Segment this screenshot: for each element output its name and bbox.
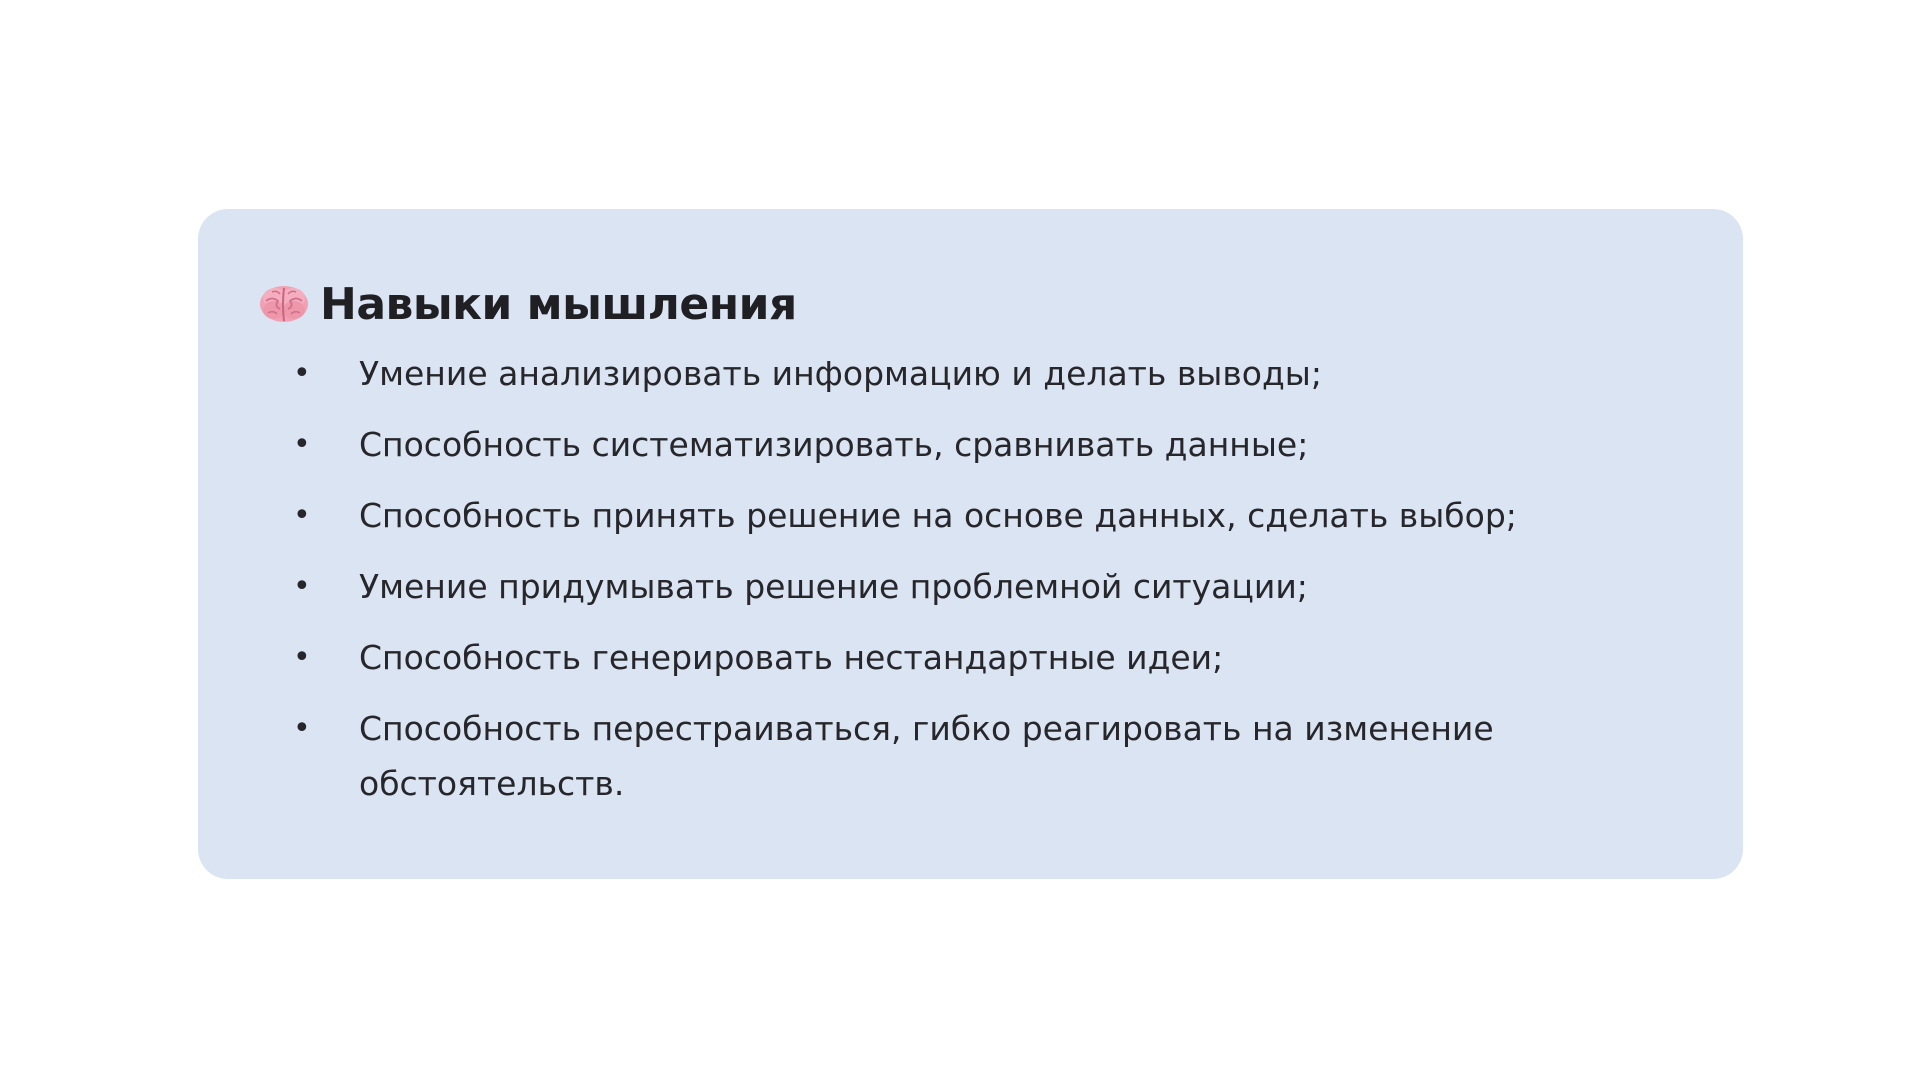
list-item-text: Способность генерировать нестандартные идеи; bbox=[359, 638, 1224, 677]
bullet-icon: • bbox=[293, 569, 311, 604]
section-title: Навыки мышления bbox=[320, 278, 797, 330]
list-item bbox=[198, 488, 1589, 543]
skills-list bbox=[198, 346, 1589, 827]
thinking-skills-card bbox=[198, 209, 1743, 879]
bullet-icon: • bbox=[293, 711, 311, 746]
brain-icon bbox=[258, 283, 310, 325]
list-item-text: Умение анализировать информацию и делать выводы; bbox=[359, 354, 1322, 393]
list-item-text: Способность перестраиваться, гибко реагировать на изменение обстоятельств. bbox=[359, 709, 1494, 803]
list-item bbox=[198, 346, 1589, 401]
bullet-icon: • bbox=[293, 640, 311, 675]
bullet-icon: • bbox=[293, 427, 311, 462]
list-item bbox=[198, 559, 1589, 614]
list-item bbox=[198, 701, 1589, 811]
list-item-text: Умение придумывать решение проблемной ситуации; bbox=[359, 567, 1308, 606]
bullet-icon: • bbox=[293, 498, 311, 533]
list-item-text: Способность систематизировать, сравнивать данные; bbox=[359, 425, 1309, 464]
list-item-text: Способность принять решение на основе данных, сделать выбор; bbox=[359, 496, 1517, 535]
list-item bbox=[198, 630, 1589, 685]
section-header bbox=[258, 274, 797, 334]
list-item bbox=[198, 417, 1589, 472]
bullet-icon: • bbox=[293, 356, 311, 391]
